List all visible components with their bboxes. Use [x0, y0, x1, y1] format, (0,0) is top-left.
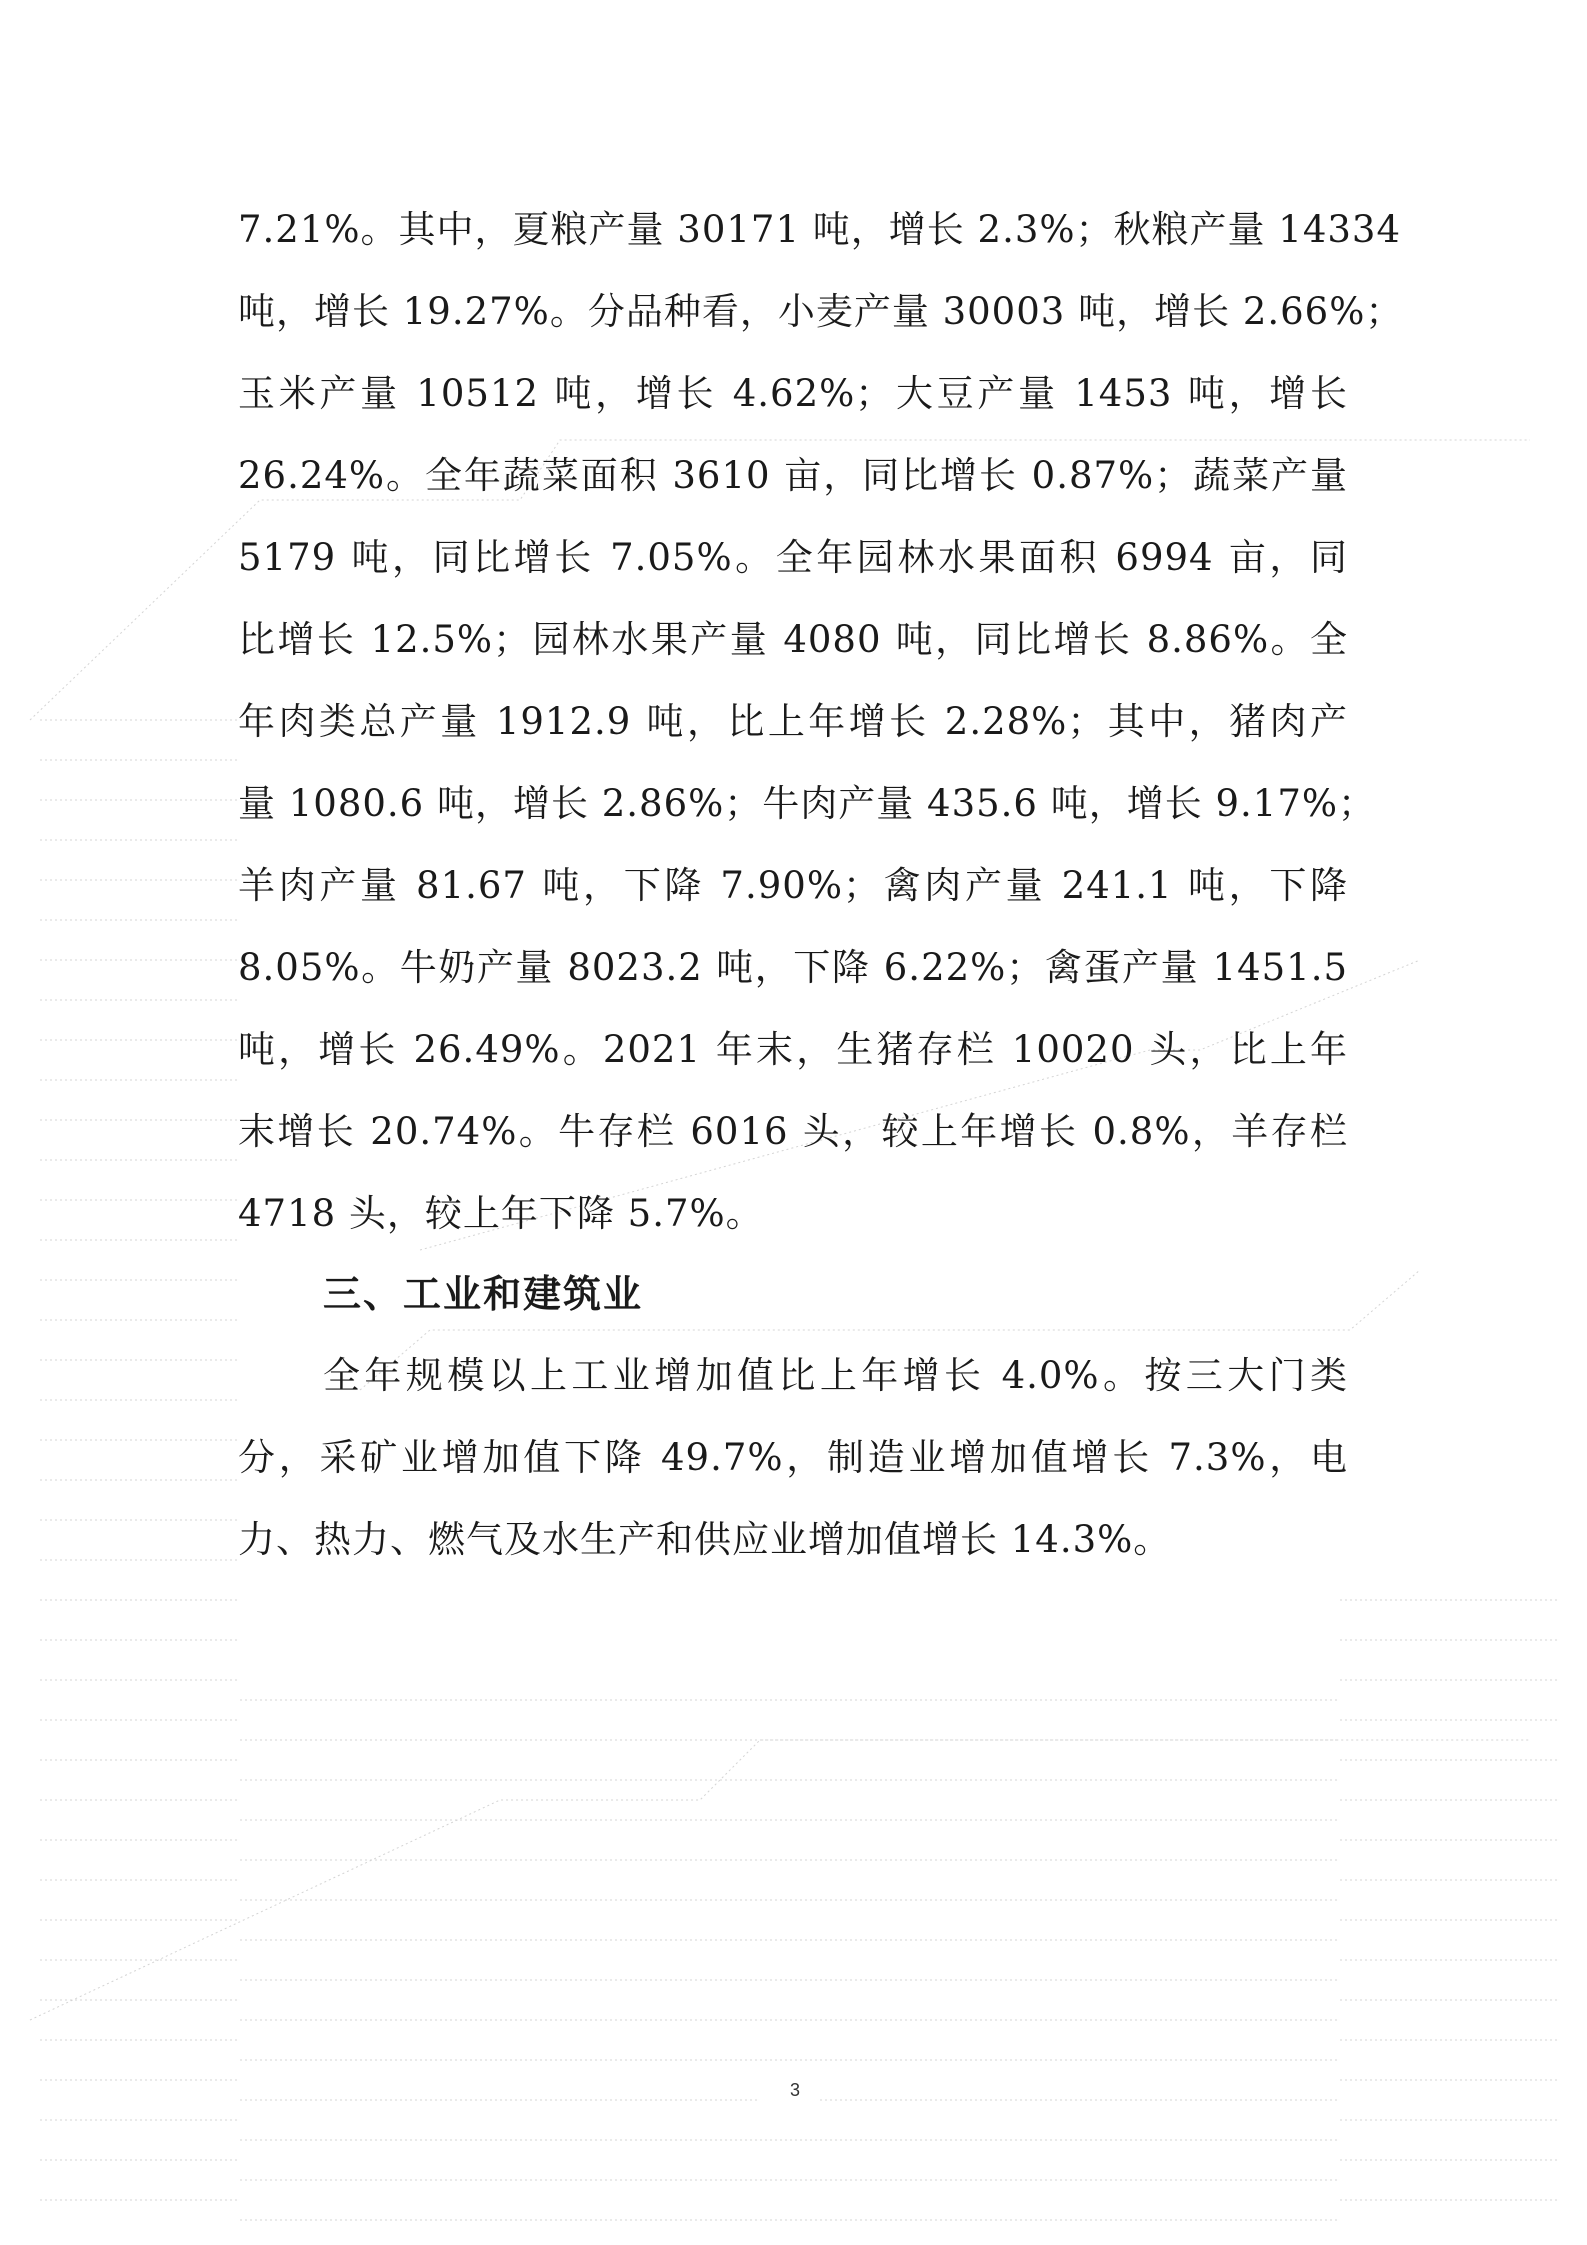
body-line-10: 8.05%。牛奶产量 8023.2 吨，下降 6.22%；禽蛋产量 1451.5 — [238, 946, 1348, 989]
body-line-3: 玉米产量 10512 吨，增长 4.62%；大豆产量 1453 吨，增长 — [238, 372, 1348, 415]
body-line-6: 比增长 12.5%；园林水果产量 4080 吨，同比增长 8.86%。全 — [238, 618, 1348, 661]
body-line-8: 量 1080.6 吨，增长 2.86%；牛肉产量 435.6 吨，增长 9.17%； — [238, 782, 1377, 825]
body-line-16: 力、热力、燃气及水生产和供应业增加值增长 14.3%。 — [238, 1518, 1172, 1561]
section-heading: 三、工业和建筑业 — [323, 1272, 644, 1316]
body-line-11: 吨，增长 26.49%。2021 年末，生猪存栏 10020 头，比上年 — [238, 1028, 1348, 1071]
body-line-15: 分，采矿业增加值下降 49.7%，制造业增加值增长 7.3%，电 — [238, 1436, 1348, 1479]
page-number: 3 — [789, 2080, 800, 2100]
body-line-5: 5179 吨，同比增长 7.05%。全年园林水果面积 6994 亩，同 — [238, 536, 1348, 579]
body-line-9: 羊肉产量 81.67 吨，下降 7.90%；禽肉产量 241.1 吨，下降 — [238, 864, 1348, 907]
body-line-1: 7.21%。其中，夏粮产量 30171 吨，增长 2.3%；秋粮产量 14334 — [238, 208, 1401, 251]
body-line-7: 年肉类总产量 1912.9 吨，比上年增长 2.28%；其中，猪肉产 — [238, 700, 1348, 743]
body-line-2: 吨，增长 19.27%。分品种看，小麦产量 30003 吨，增长 2.66%； — [238, 290, 1404, 333]
body-line-14: 全年规模以上工业增加值比上年增长 4.0%。按三大门类 — [323, 1354, 1348, 1397]
body-line-12: 末增长 20.74%。牛存栏 6016 头，较上年增长 0.8%，羊存栏 — [238, 1110, 1348, 1153]
body-line-13: 4718 头，较上年下降 5.7%。 — [238, 1192, 764, 1235]
body-line-4: 26.24%。全年蔬菜面积 3610 亩，同比增长 0.87%；蔬菜产量 — [238, 454, 1348, 497]
